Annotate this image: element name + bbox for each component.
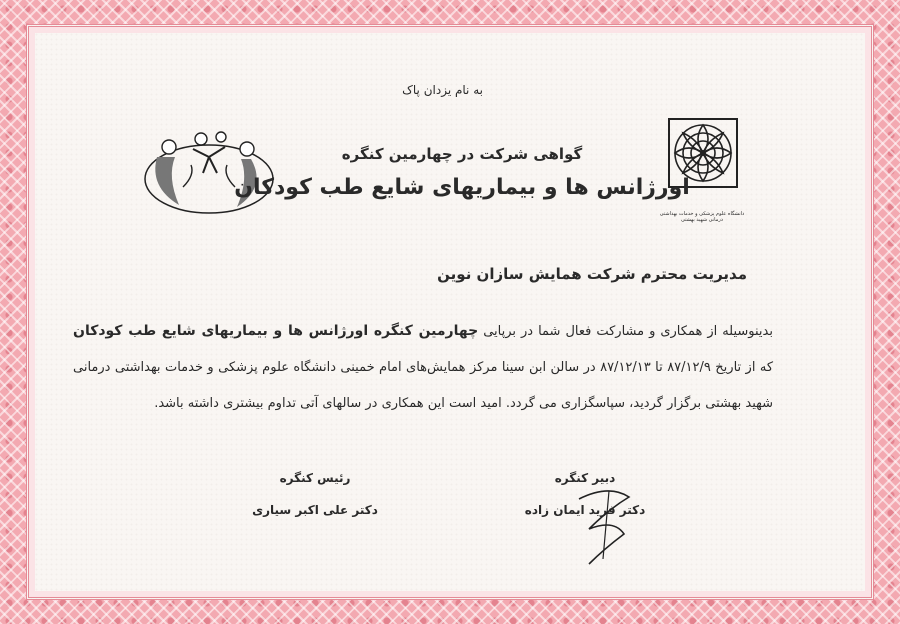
date-to: ۸۷/۱۲/۱۳ xyxy=(600,360,651,375)
certificate-content xyxy=(29,27,871,597)
handwritten-signature-icon xyxy=(569,479,659,569)
bismillah-heading: به نام یزدان پاک xyxy=(402,83,483,97)
date-to-word: تا xyxy=(655,360,663,375)
president-role: رئیس کنگره xyxy=(279,471,351,485)
body-part-2: که از تاریخ xyxy=(715,360,774,375)
congress-name: اورژانس ها و بیماریهای شایع طب کودکان xyxy=(234,175,690,200)
recipient-name: مدیریت محترم شرکت همایش سازان نوین xyxy=(437,265,747,283)
certificate-title: گواهی شرکت در چهارمین کنگره xyxy=(341,145,583,163)
president-name: دکتر علی اکبر سیاری xyxy=(252,503,378,517)
secretary-role: دبیر کنگره xyxy=(554,471,616,485)
certificate-frame xyxy=(26,24,874,600)
secretary-name: دکتر فرید ایمان زاده xyxy=(524,503,646,517)
president-signature-block xyxy=(225,471,405,517)
children-congress-logo-icon xyxy=(139,127,279,217)
body-part-1: بدینوسیله از همکاری و مشارکت فعال شما در برپایی xyxy=(483,324,773,339)
date-from: ۸۷/۱۲/۹ xyxy=(667,360,711,375)
university-logo-caption: دانشگاه علوم پزشکی و خدمات بهداشتی درمانی شهید بهشتی xyxy=(659,211,745,223)
body-part-3: در سالن ابن سینا مرکز همایش‌های امام خمینی دانشگاه علوم پزشکی و خدمات بهداشتی درمانی شهید بهشتی برگزار گردید، سپاسگزاری می گردد. امید است این همکاری در سالهای آتی تداوم بیشتری داشته باشد. xyxy=(73,360,773,411)
university-logo-icon xyxy=(663,115,743,223)
certificate-body xyxy=(73,313,773,422)
body-congress-name: چهارمین کنگره اورژانس ها و بیماریهای شایع طب کودکان xyxy=(73,323,479,339)
